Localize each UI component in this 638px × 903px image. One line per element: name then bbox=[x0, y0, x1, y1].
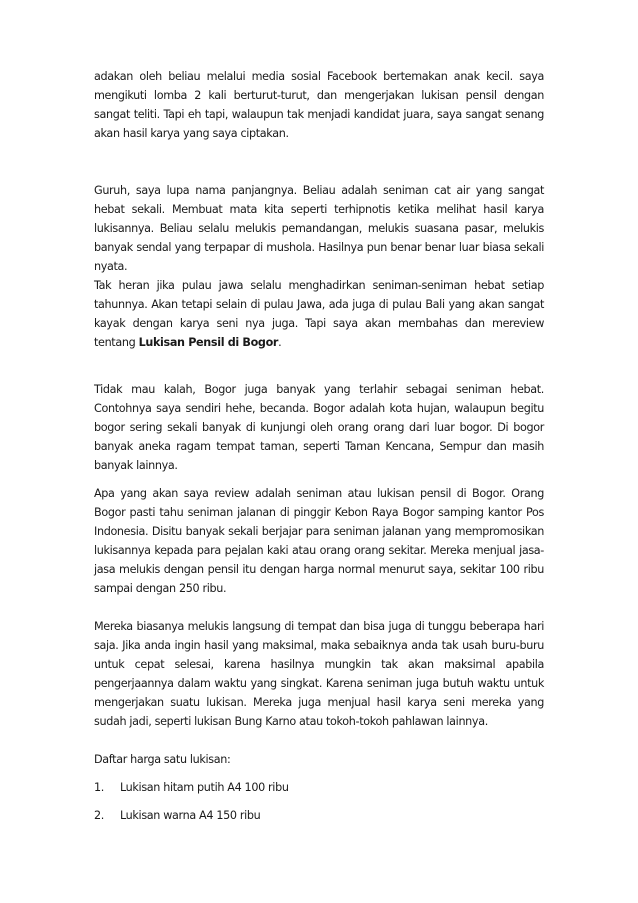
paragraph-text: Guruh, saya lupa nama panjangnya. Beliau adalah seniman cat air yang sangat hebat sekali. Membuat mata kita seperti terhipnotis ketika melihat hasil karya lukisannya. Beliau selalu melukis pemandangan, melukis suasana pasar, melukis banyak sendal yang terpapar di mushola. Hasilnya pun benar benar luar biasa sekali nyata. bbox=[94, 184, 544, 273]
paragraph-melukis-langsung bbox=[94, 617, 544, 731]
bold-topic-text: Lukisan Pensil di Bogor bbox=[138, 336, 279, 349]
paragraph-text: Tidak mau kalah, Bogor juga banyak yang terlahir sebagai seniman hebat. Contohnya saya sendiri hehe, becanda. Bogor adalah kota hujan, walaupun begitu bogor sering sekali banyak di kunjungi oleh orang orang dari luar bogor. Di bogor banyak aneka ragam tempat taman, seperti Taman Kencana, Sempur dan masih banyak lainnya. bbox=[94, 383, 544, 472]
price-list-item bbox=[94, 778, 544, 797]
paragraph-bogor bbox=[94, 380, 544, 475]
paragraph-review bbox=[94, 484, 544, 598]
paragraph-guruh bbox=[94, 181, 544, 276]
price-list-item bbox=[94, 806, 544, 825]
paragraph-facebook-contest bbox=[94, 67, 544, 143]
paragraph-text: Tak heran jika pulau jawa selalu menghadirkan seniman-seniman hebat setiap tahunnya. Akan tetapi selain di pulau Jawa, ada juga di pulau Bali yang akan sangat kayak dengan karya seni nya juga. Tapi saya akan membahas dan mereview tentang bbox=[94, 279, 544, 349]
paragraph-text: Mereka biasanya melukis langsung di tempat dan bisa juga di tunggu beberapa hari saja. Jika anda ingin hasil yang maksimal, maka sebaiknya anda tak usah buru-buru untuk cepat selesai, karena hasilnya mungkin tak akan maksimal apabila pengerjaannya dalam waktu yang singkat. Karena seniman juga butuh waktu untuk mengerjakan suatu lukisan. Mereka juga menjual hasil karya seni mereka yang sudah jadi, seperti lukisan Bung Karno atau tokoh-tokoh pahlawan lainnya. bbox=[94, 620, 544, 728]
price-list-label: Daftar harga satu lukisan: bbox=[94, 753, 231, 766]
paragraph-pulau-jawa bbox=[94, 276, 544, 352]
list-item-text: Lukisan hitam putih A4 100 ribu bbox=[120, 781, 289, 794]
list-number: 2. bbox=[94, 809, 104, 822]
paragraph-tail: . bbox=[278, 336, 282, 349]
paragraph-text: adakan oleh beliau melalui media sosial Facebook bertemakan anak kecil. saya mengikuti lomba 2 kali berturut-turut, dan mengerjakan lukisan pensil dengan sangat teliti. Tapi eh tapi, walaupun tak menjadi kandidat juara, saya sangat senang akan hasil karya yang saya ciptakan. bbox=[94, 70, 544, 140]
paragraph-text: Apa yang akan saya review adalah seniman atau lukisan pensil di Bogor. Orang Bogor pasti tahu seniman jalanan di pinggir Kebon Raya Bogor samping kantor Pos Indonesia. Disitu banyak sekali berjajar para seniman jalanan yang mempromosikan lukisannya kepada para pejalan kaki atau orang orang sekitar. Mereka menjual jasa-jasa melukis dengan pensil itu dengan harga normal menurut saya, sekitar 100 ribu sampai dengan 250 ribu. bbox=[94, 487, 544, 595]
list-item-text: Lukisan warna A4 150 ribu bbox=[120, 809, 261, 822]
list-number: 1. bbox=[94, 781, 104, 794]
